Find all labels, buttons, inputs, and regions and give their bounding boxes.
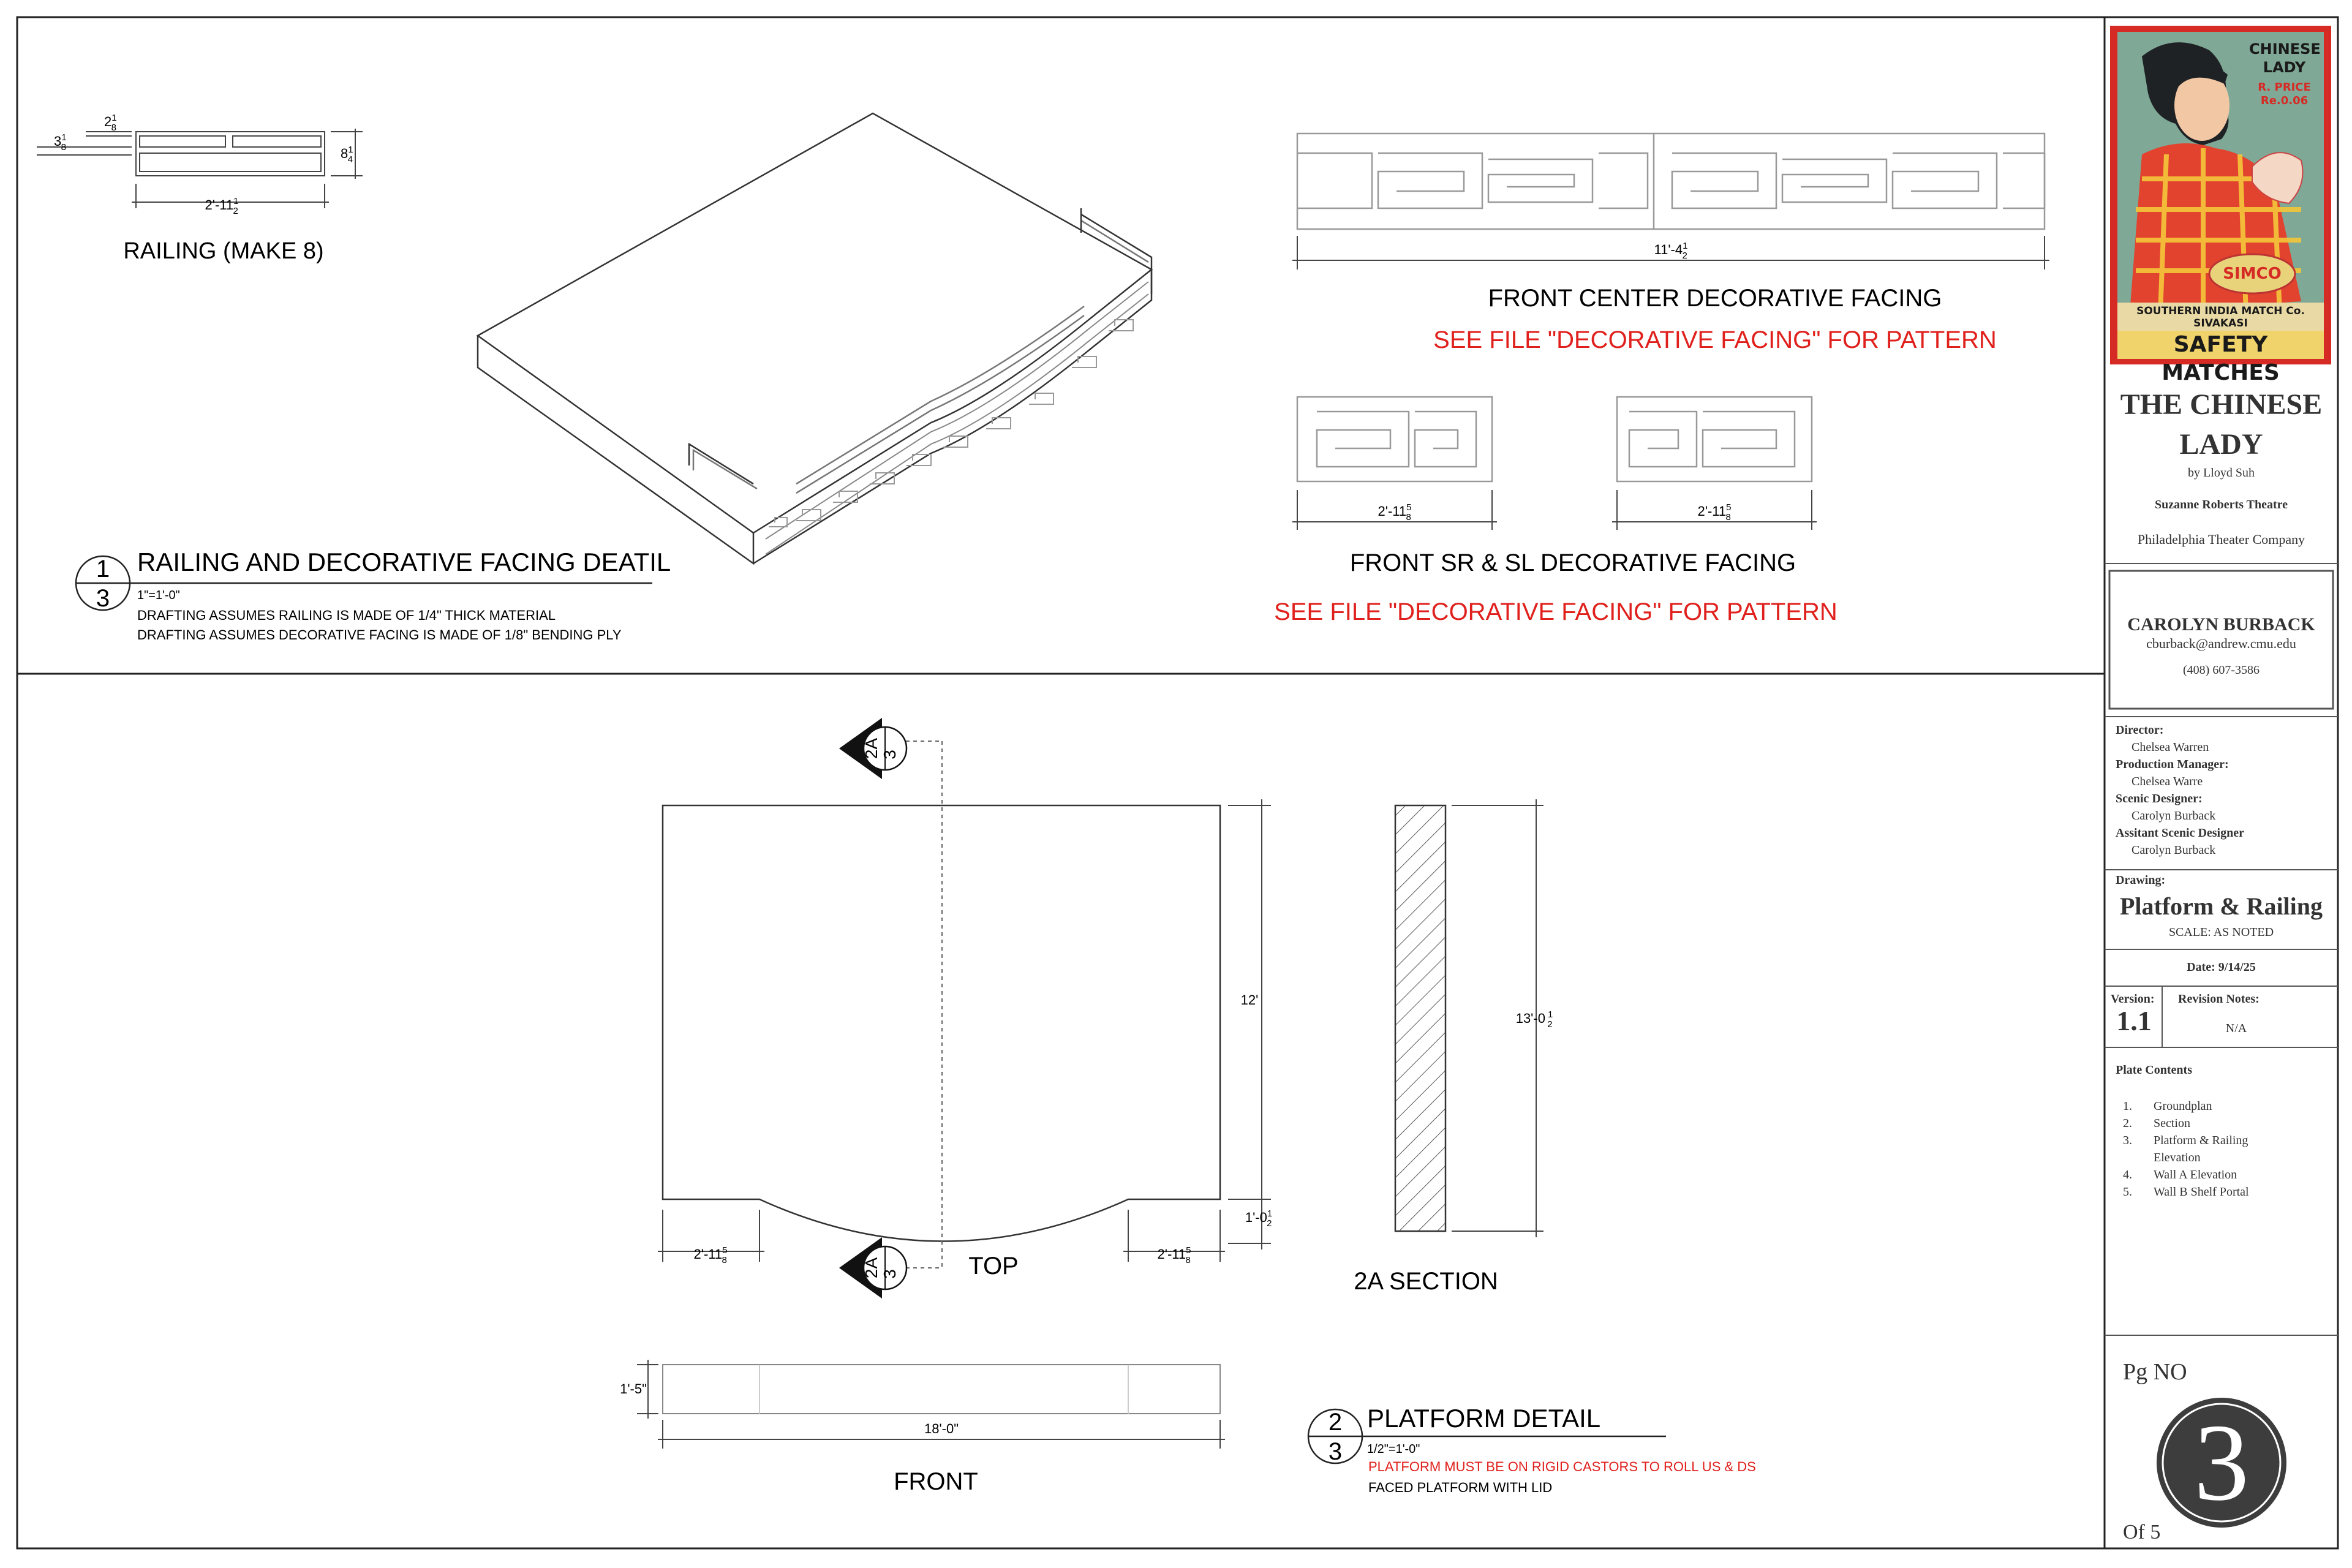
- plate-contents-item-number: 1.: [2123, 1099, 2132, 1113]
- drawing-name: Platform & Railing: [2119, 892, 2323, 920]
- section-mark-top-id: 2A: [862, 737, 881, 760]
- detail-2-number: 2: [1328, 1409, 1343, 1436]
- front-center-note: SEE FILE "DECORATIVE FACING" FOR PATTERN: [1433, 326, 1997, 353]
- director: Chelsea Warren: [2132, 741, 2209, 754]
- plate-contents-item: [2123, 1098, 2249, 1115]
- plate-contents-item: [2123, 1115, 2249, 1132]
- detail-1-number: 1: [96, 556, 110, 582]
- section-dim: 13'-0 $^1$ 2: [1515, 1009, 1553, 1030]
- railing-gap-dim: $3^1$ 8: [54, 132, 67, 153]
- pm: Chelsea Warre: [2132, 775, 2203, 788]
- poster-price: R. PRICE: [2258, 81, 2311, 94]
- plate-contents-item: [2123, 1166, 2249, 1183]
- pm-label: Production Manager:: [2116, 758, 2229, 771]
- platform-right-side-dim: $2'-11^5$ 8: [1157, 1245, 1191, 1265]
- front-sides-facing: [1292, 397, 1817, 530]
- version: 1.1: [2116, 1005, 2152, 1036]
- page-number: 3: [2194, 1401, 2249, 1523]
- plate-contents-item: [2123, 1132, 2249, 1149]
- revision: N/A: [2225, 1022, 2247, 1035]
- platform-front-height-dim: 1'-5": [620, 1381, 647, 1396]
- poster-title-1: CHINESE: [2249, 40, 2321, 58]
- plate-contents-item-text: Wall B Shelf Portal: [2154, 1185, 2249, 1199]
- show-title-line-1: THE CHINESE: [2120, 388, 2323, 421]
- plate-contents-item: [2123, 1149, 2249, 1166]
- platform-front-label: FRONT: [894, 1468, 978, 1495]
- poster-title-2: LADY: [2263, 59, 2306, 76]
- author: by Lloyd Suh: [2188, 466, 2255, 480]
- platform-top-label: TOP: [968, 1253, 1019, 1280]
- venue: Suzanne Roberts Theatre: [2154, 498, 2288, 511]
- page-of: Of 5: [2123, 1521, 2161, 1544]
- railing-label: RAILING (MAKE 8): [123, 238, 324, 264]
- scenic-label: Scenic Designer:: [2116, 792, 2203, 805]
- platform-front-width-dim: 18'-0": [924, 1421, 959, 1436]
- front-center-dim: $11'-4^1$ 2: [1654, 241, 1688, 261]
- drawing-label: Drawing:: [2116, 873, 2166, 887]
- detail-2-sheet: 3: [1328, 1438, 1343, 1465]
- front-sr-dim: $2'-11^5$ 8: [1378, 502, 1412, 522]
- detail-2-note: FACED PLATFORM WITH LID: [1368, 1480, 1553, 1495]
- detail-1-note-1: DRAFTING ASSUMES RAILING IS MADE OF 1/4" THICK MATERIAL: [137, 608, 556, 623]
- section-mark-bottom-sheet: 3: [880, 1269, 899, 1279]
- isometric-platform: [478, 113, 1152, 564]
- railing-height-dim: $8^1$ 4: [341, 145, 353, 165]
- detail-1-scale: 1"=1'-0": [137, 589, 180, 602]
- show-title-line-2: LADY: [2179, 428, 2263, 461]
- asst-label: Assitant Scenic Designer: [2116, 826, 2244, 840]
- front-sides-label: FRONT SR & SL DECORATIVE FACING: [1349, 549, 1796, 576]
- detail-1-title: RAILING AND DECORATIVE FACING DEATIL: [137, 548, 671, 576]
- revision-label: Revision Notes:: [2178, 992, 2260, 1006]
- director-label: Director:: [2116, 723, 2164, 737]
- railing-top-dim: $2^1$ 8: [104, 113, 117, 133]
- detail-2-note-red: PLATFORM MUST BE ON RIGID CASTORS TO ROLL US & DS: [1368, 1459, 1756, 1474]
- plate-contents-item-number: 4.: [2123, 1168, 2132, 1182]
- version-label: Version:: [2111, 992, 2155, 1006]
- detail-2-scale: 1/2"=1'-0": [1367, 1442, 1420, 1456]
- section-label: 2A SECTION: [1354, 1268, 1498, 1295]
- title-block: [2105, 17, 2338, 1548]
- poster-code: Re.0.06: [2260, 94, 2309, 107]
- detail-1-note-2: DRAFTING ASSUMES DECORATIVE FACING IS MADE OF 1/8" BENDING PLY: [137, 627, 622, 643]
- asst: Carolyn Burback: [2132, 843, 2216, 857]
- platform-depth-dim: 12': [1240, 992, 1259, 1008]
- section-mark-bottom-id: 2A: [862, 1257, 881, 1279]
- plate-contents-item-text: Groundplan: [2154, 1099, 2212, 1113]
- platform-left-side-dim: $2'-11^5$ 8: [693, 1245, 728, 1265]
- scenic: Carolyn Burback: [2132, 809, 2216, 823]
- plate-contents-item: [2123, 1183, 2249, 1200]
- front-sl-dim: $2'-11^5$ 8: [1697, 502, 1732, 522]
- poster-brand: SIMCO: [2223, 265, 2282, 283]
- railing-detail: [37, 129, 363, 208]
- plate-contents-item-text: Section: [2154, 1117, 2190, 1130]
- plate-contents-item-text: Platform & Railing: [2154, 1134, 2248, 1147]
- plate-contents-item-text: Elevation: [2154, 1151, 2201, 1164]
- platform-curve-dim: $1'-0^1$ 2: [1245, 1208, 1273, 1229]
- plate-contents-label: Plate Contents: [2116, 1063, 2192, 1077]
- plate-contents-item-number: 3.: [2123, 1134, 2132, 1147]
- detail-2-title: PLATFORM DETAIL: [1367, 1404, 1601, 1433]
- poster-product: SAFETY MATCHES: [2117, 331, 2324, 359]
- company: Philadelphia Theater Company: [2137, 532, 2305, 547]
- front-sides-note: SEE FILE "DECORATIVE FACING" FOR PATTERN: [1274, 598, 1838, 625]
- section-mark-top-sheet: 3: [880, 750, 899, 760]
- designer-email: cburback@andrew.cmu.edu: [2146, 636, 2296, 651]
- platform-top-view: [658, 741, 1271, 1268]
- plate-contents-item-text: Wall A Elevation: [2154, 1168, 2237, 1182]
- plate-contents-item-number: 5.: [2123, 1185, 2132, 1199]
- drawing-scale: SCALE: AS NOTED: [2168, 925, 2274, 939]
- drawing-date: Date: 9/14/25: [2187, 960, 2256, 974]
- detail-1-sheet: 3: [96, 585, 110, 612]
- front-center-label: FRONT CENTER DECORATIVE FACING: [1488, 285, 1942, 312]
- designer-name: CAROLYN BURBACK: [2127, 614, 2315, 635]
- plate-contents-list: [2123, 1098, 2249, 1200]
- poster-maker: SOUTHERN INDIA MATCH Co. SIVAKASI: [2117, 303, 2324, 332]
- credits: [2116, 722, 2244, 859]
- plate-contents-item-number: 2.: [2123, 1117, 2132, 1130]
- page-label: Pg NO: [2123, 1359, 2187, 1385]
- railing-width-dim: $2'-11^1$ 2: [205, 196, 239, 216]
- designer-phone: (408) 607-3586: [2183, 663, 2260, 677]
